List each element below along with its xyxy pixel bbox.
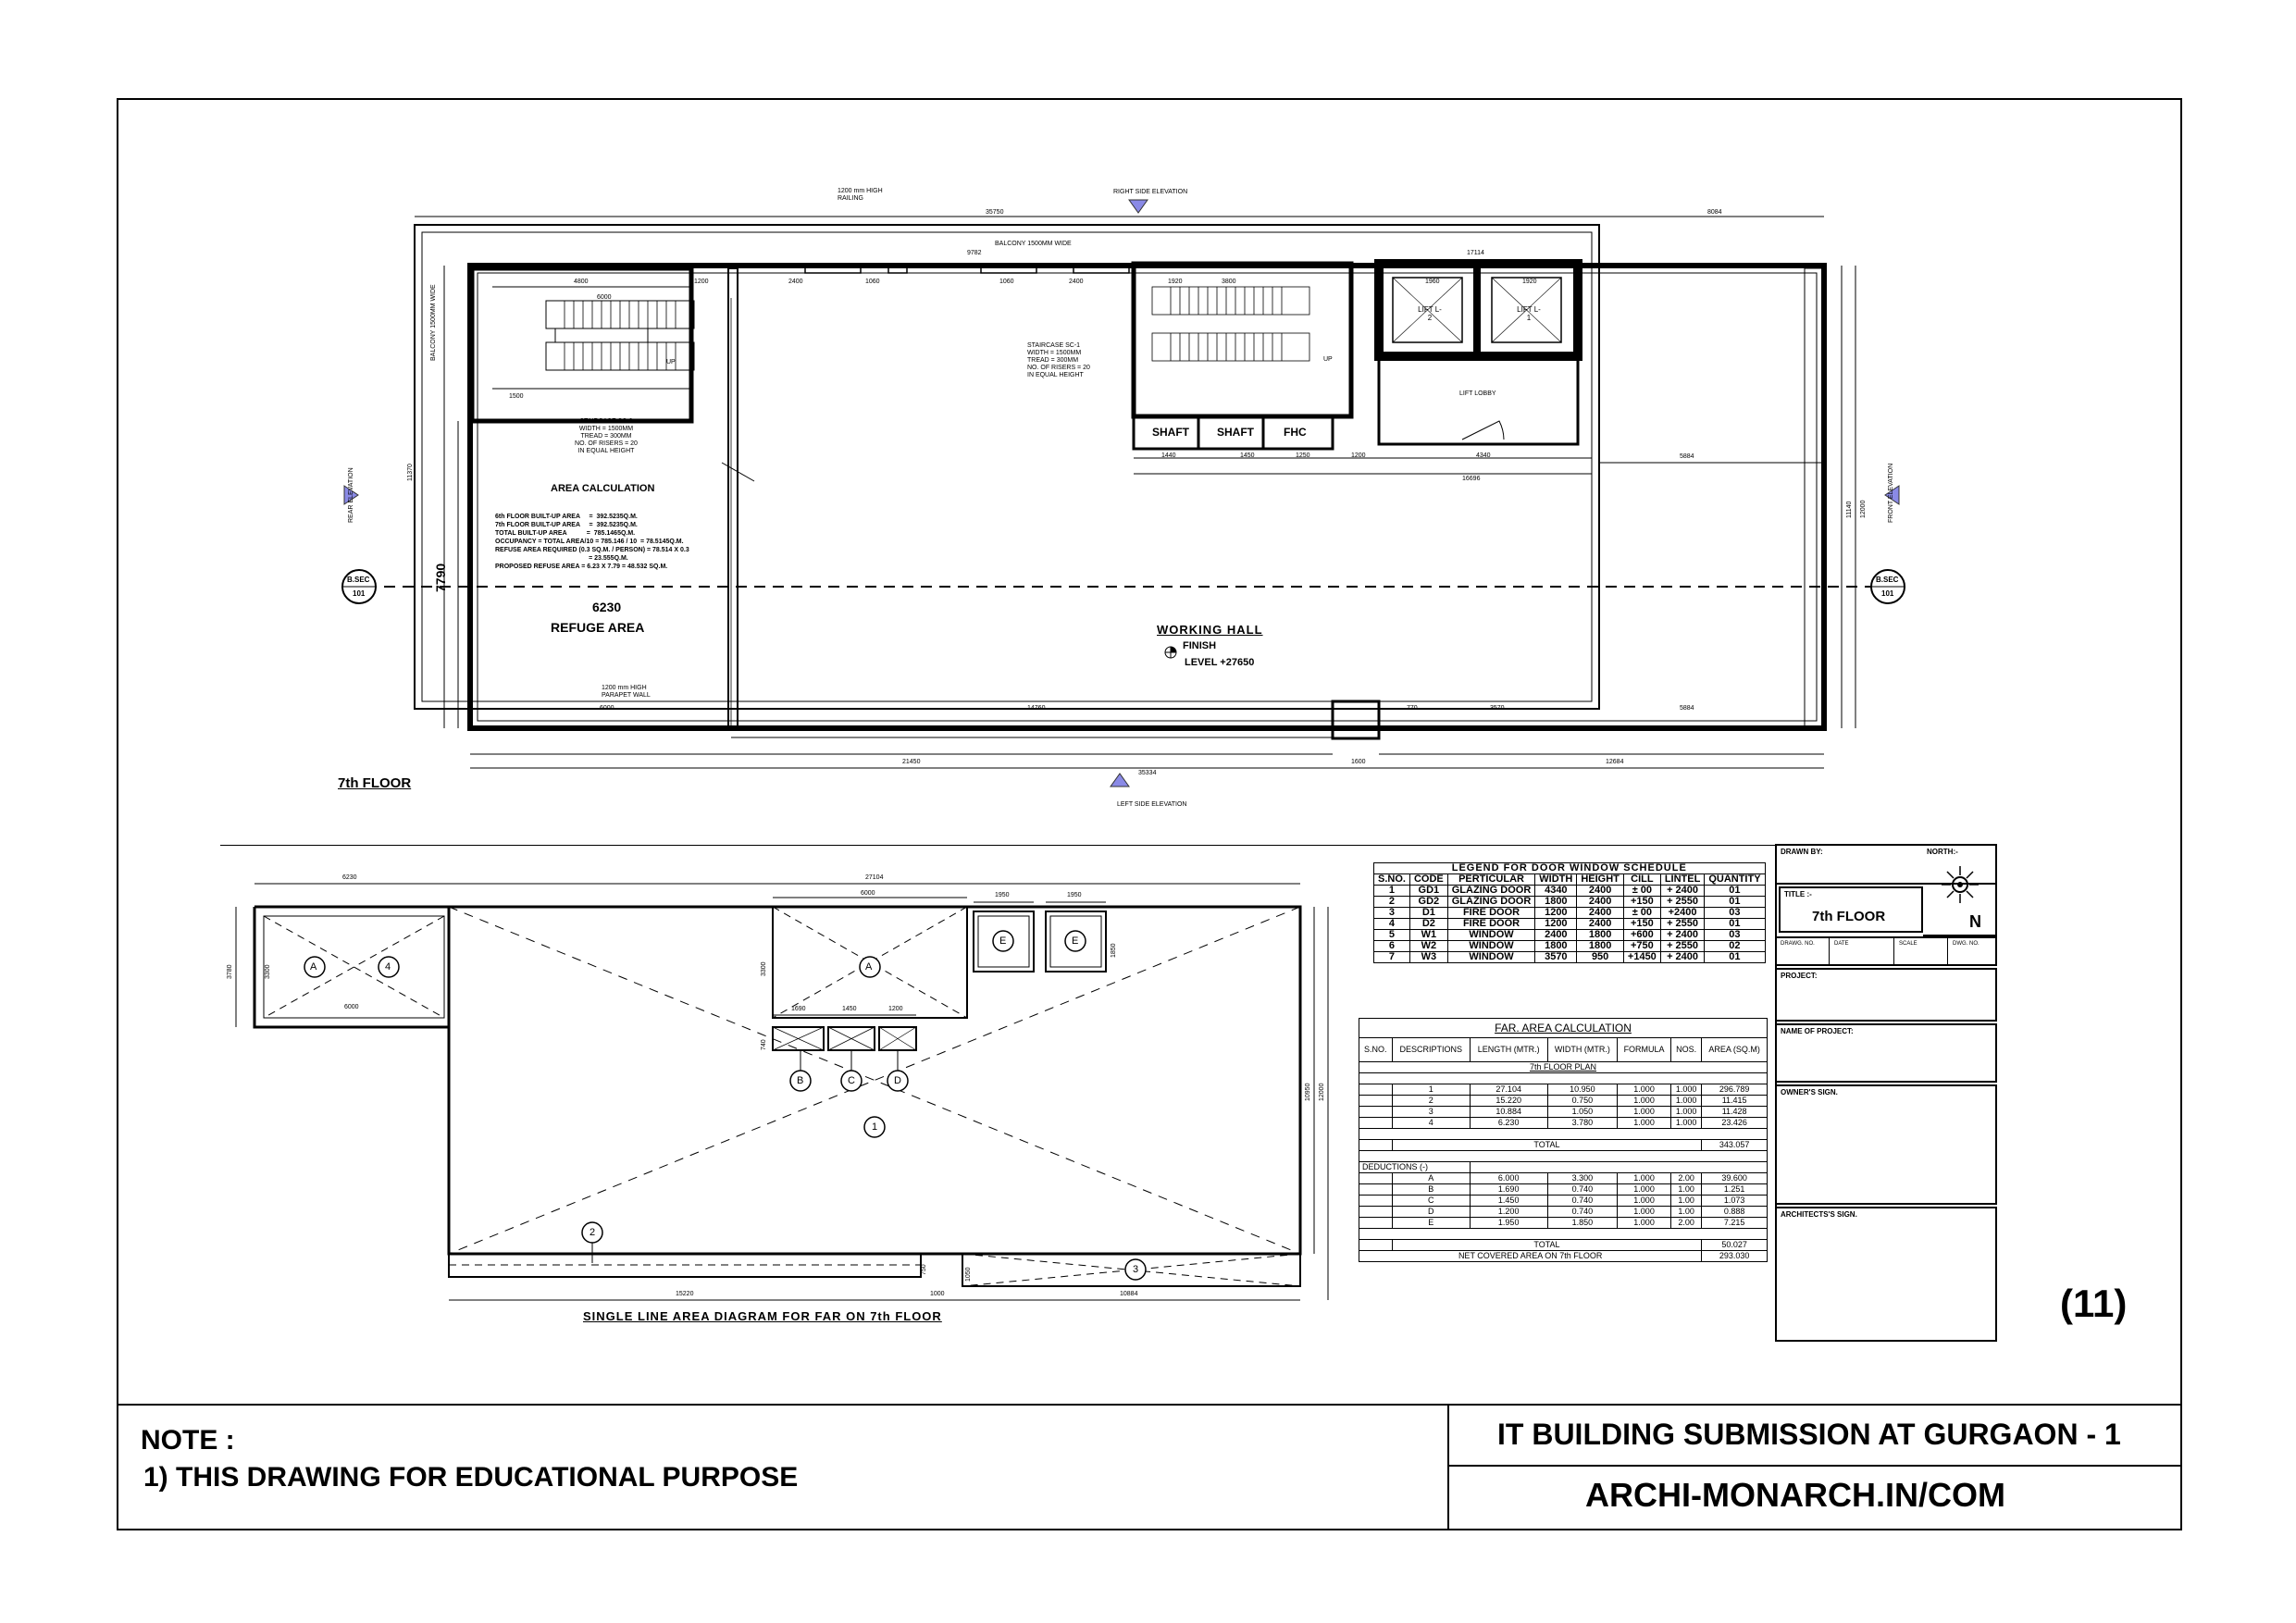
diagram-dim-1950b: 1950 <box>1067 892 1082 898</box>
far-area-calculation <box>1359 1018 1768 1262</box>
legend-title: LEGEND FOR DOOR WINDOW SCHEDULE <box>1374 863 1766 874</box>
footer-divider <box>117 1404 2182 1406</box>
far-row: 3 10.884 1.050 1.000 1.000 11.428 <box>1359 1107 1768 1118</box>
dim-1200b: 1200 <box>1351 452 1366 459</box>
dim-1960: 1960 <box>1425 279 1440 285</box>
shaft-2-label: SHAFT <box>1217 426 1254 439</box>
website: ARCHI-MONARCH.IN/COM <box>1585 1476 2005 1514</box>
far-header: S.NO. <box>1359 1038 1393 1062</box>
rear-elevation: REAR ELEVATION <box>348 467 354 523</box>
far-ded-total-value: 50.027 <box>1702 1240 1768 1251</box>
area-calc-block: 6th FLOOR BUILT-UP AREA = 392.5235Q.M. 7th FLOOR BUILT-UP AREA = 392.5235Q.M. TOTAL BUILT-UP AREA = 785.1465Q.M. OCCUPANCY = TOTAL AREA/10 = 785.146 / 10 = 78.5145Q.M. REFUSE AREA REQUIRED (0.3 SQ.M. / PERSON) = 78.514 X 0.3 = 23.555Q.M. PROPOSED REFUSE AREA = 6.23 X 7.79 = 48.532 SQ.M. <box>495 514 689 570</box>
dim-4800: 4800 <box>574 279 589 285</box>
diagram-dim-3300b: 3300 <box>265 964 271 979</box>
legend-row: 4 D2 FIRE DOOR 1200 2400 +150 + 2550 01 <box>1374 919 1766 930</box>
legend-header: PERTICULAR <box>1447 874 1535 886</box>
far-deduction-row: A 6.000 3.300 1.000 2.00 39.600 <box>1359 1173 1768 1184</box>
right-side-elevation: RIGHT SIDE ELEVATION <box>1113 189 1188 195</box>
dim-4340: 4340 <box>1476 452 1491 459</box>
diagram-dim-15220: 15220 <box>676 1291 694 1297</box>
lift-l2-label: LIFT L-2 <box>1418 305 1442 322</box>
plan-caption: 7th FLOOR <box>338 775 412 791</box>
far-header: LENGTH (MTR.) <box>1470 1038 1547 1062</box>
far-row: 4 6.230 3.780 1.000 1.000 23.426 <box>1359 1118 1768 1129</box>
dim-v11140: 11140 <box>1846 501 1853 518</box>
lift-l1-label: LIFT L-1 <box>1517 305 1541 322</box>
name-of-project-cell: NAME OF PROJECT: <box>1775 1023 1997 1083</box>
dim-2400a: 2400 <box>788 279 803 285</box>
section-marker-left-top: B.SEC <box>347 576 370 584</box>
diagram-dim-750: 750 <box>921 1264 927 1275</box>
diagram-dim-10884: 10884 <box>1120 1291 1138 1297</box>
legend-row: 6 W2 WINDOW 1800 1800 +750 + 2550 02 <box>1374 941 1766 952</box>
architects-sign-cell: ARCHITECTS'S SIGN. <box>1775 1207 1997 1342</box>
legend-header: CODE <box>1409 874 1447 886</box>
north-letter: N <box>1969 912 1981 931</box>
right-staircase-note: STAIRCASE SC-1 WIDTH = 1500MM TREAD = 300MM NO. OF RISERS = 20 IN EQUAL HEIGHT <box>1027 342 1090 378</box>
far-deductions-label: DEDUCTIONS (-) <box>1359 1162 1471 1173</box>
far-net-value: 293.030 <box>1702 1251 1768 1262</box>
far-row: 2 15.220 0.750 1.000 1.000 11.415 <box>1359 1096 1768 1107</box>
dim-14760: 14760 <box>1027 705 1046 712</box>
project-title: IT BUILDING SUBMISSION AT GURGAON - 1 <box>1497 1418 2121 1451</box>
diagram-label-b: B <box>797 1075 804 1086</box>
legend-row: 1 GD1 GLAZING DOOR 4340 2400 ± 00 + 2400 01 <box>1374 886 1766 897</box>
dim-770: 770 <box>1407 705 1418 712</box>
project-cell: PROJECT: <box>1775 968 1997 1022</box>
shaft-1-label: SHAFT <box>1152 426 1189 439</box>
dim-3570: 3570 <box>1490 705 1505 712</box>
dim-1600: 1600 <box>1351 759 1366 765</box>
far-deduction-row: E 1.950 1.850 1.000 2.00 7.215 <box>1359 1218 1768 1229</box>
section-marker-right-bottom: 101 <box>1881 589 1894 598</box>
balcony-label: BALCONY 1500MM WIDE <box>995 241 1072 247</box>
dim-1920: 1920 <box>1168 279 1183 285</box>
dim-1450: 1450 <box>1240 452 1255 459</box>
diagram-label-c: C <box>848 1075 855 1086</box>
left-side-elevation: LEFT SIDE ELEVATION <box>1117 801 1187 808</box>
north-cell: NORTH:- N <box>1923 844 1997 936</box>
diagram-dim-27104: 27104 <box>865 874 884 881</box>
dim-12684: 12684 <box>1606 759 1624 765</box>
diagram-dim-1950a: 1950 <box>995 892 1010 898</box>
diagram-dim-1050: 1050 <box>965 1267 972 1282</box>
diagram-label-e2: E <box>1072 935 1079 947</box>
front-elevation: FRONT ELEVATION <box>1888 463 1894 523</box>
dim-35334: 35334 <box>1138 770 1157 776</box>
dim-21450: 21450 <box>902 759 921 765</box>
diagram-label-a-left: A <box>310 961 317 973</box>
dim-top-right: 8084 <box>1707 209 1722 216</box>
far-header: WIDTH (MTR.) <box>1547 1038 1618 1062</box>
diagram-dim-1000: 1000 <box>930 1291 945 1297</box>
dim-6000: 6000 <box>597 294 612 301</box>
legend-header: WIDTH <box>1535 874 1577 886</box>
note-line: 1) THIS DRAWING FOR EDUCATIONAL PURPOSE <box>143 1462 799 1493</box>
far-deduction-row: B 1.690 0.740 1.000 1.00 1.251 <box>1359 1184 1768 1196</box>
far-header: AREA (SQ.M) <box>1702 1038 1768 1062</box>
section-marker-left-bottom: 101 <box>353 589 366 598</box>
dim-3800: 3800 <box>1222 279 1236 285</box>
diagram-dim-6230: 6230 <box>342 874 357 881</box>
legend-header: LINTEL <box>1660 874 1705 886</box>
far-ded-total-label: TOTAL <box>1392 1240 1702 1251</box>
dim-1920b: 1920 <box>1522 279 1537 285</box>
far-title: FAR. AREA CALCULATION <box>1359 1019 1768 1038</box>
diagram-label-e1: E <box>999 935 1007 947</box>
dim-v12000: 12000 <box>1860 500 1867 518</box>
dim-1250: 1250 <box>1296 452 1310 459</box>
far-header: FORMULA <box>1618 1038 1671 1062</box>
dim-lobby-span: 17114 <box>1467 250 1484 256</box>
dim-balcony-span: 9782 <box>967 250 982 256</box>
diagram-dim-740: 740 <box>761 1039 767 1050</box>
refuge-area-label: REFUGE AREA <box>551 620 645 635</box>
dim-v11370: 11370 <box>407 464 414 481</box>
level-label: LEVEL +27650 <box>1185 657 1255 668</box>
title-cell: TITLE :- 7th FLOOR <box>1779 886 1923 933</box>
up-label-left: UP <box>666 359 676 365</box>
north-arrow-icon <box>1940 864 1980 905</box>
finish-label: FINISH <box>1183 640 1217 651</box>
dim-6000b: 6000 <box>600 705 614 712</box>
diagram-label-a: A <box>865 961 873 973</box>
sheet-number: (11) <box>2060 1282 2128 1325</box>
far-total-label: TOTAL <box>1392 1140 1702 1151</box>
diagram-dim-1850: 1850 <box>1111 943 1117 958</box>
dim-2400b: 2400 <box>1069 279 1084 285</box>
far-row: 1 27.104 10.950 1.000 1.000 296.789 <box>1359 1084 1768 1096</box>
sheet-title: 7th FLOOR <box>1812 909 1886 924</box>
dim-v7790: 7790 <box>433 563 448 592</box>
legend-header: CILL <box>1623 874 1660 886</box>
owners-sign-cell: OWNER'S SIGN. <box>1775 1084 1997 1205</box>
diagram-dim-3780: 3780 <box>227 964 233 979</box>
drawn-by-cell: DRAWN BY: <box>1775 844 1997 885</box>
diagram-label-d: D <box>894 1075 901 1086</box>
dim-top-overall: 35750 <box>986 209 1004 216</box>
dim-1060a: 1060 <box>865 279 880 285</box>
far-header: DESCRIPTIONS <box>1392 1038 1470 1062</box>
diagram-dim-1200: 1200 <box>888 1006 903 1012</box>
parapet-bottom-label: 1200 mm HIGH PARAPET WALL <box>602 685 651 699</box>
balcony-side-label: BALCONY 1500MM WIDE <box>430 284 437 361</box>
diagram-dim-6000: 6000 <box>861 890 875 897</box>
fhc-label: FHC <box>1284 426 1307 439</box>
info-row: DRAWG. NO. DATE SCALE DWG. NO. <box>1775 936 1997 966</box>
legend-row: 2 GD2 GLAZING DOOR 1800 2400 +150 + 2550 01 <box>1374 897 1766 908</box>
legend-header: QUANTITY <box>1705 874 1765 886</box>
area-calc-title: AREA CALCULATION <box>551 483 655 494</box>
dim-16696: 16696 <box>1462 476 1481 482</box>
dim-1440: 1440 <box>1161 452 1176 459</box>
diagram-label-3: 3 <box>1133 1264 1139 1275</box>
working-hall-label: WORKING HALL <box>1157 623 1263 637</box>
diagram-label-4: 4 <box>385 961 391 973</box>
area-diagram <box>0 0 1370 1351</box>
diagram-label-2: 2 <box>590 1227 596 1238</box>
legend-header: HEIGHT <box>1577 874 1624 886</box>
lift-lobby-label: LIFT LOBBY <box>1459 390 1496 397</box>
dim-v6230: 6230 <box>592 600 622 614</box>
legend-row: 7 W3 WINDOW 3570 950 +1450 + 2400 01 <box>1374 952 1766 963</box>
dim-5884: 5884 <box>1680 705 1694 712</box>
legend-header: S.NO. <box>1374 874 1410 886</box>
legend-row: 3 D1 FIRE DOOR 1200 2400 ± 00 +2400 03 <box>1374 908 1766 919</box>
diagram-label-1: 1 <box>872 1121 878 1133</box>
dim-1060b: 1060 <box>999 279 1014 285</box>
door-window-legend <box>1373 862 1766 963</box>
diagram-dim-10950: 10950 <box>1305 1083 1311 1101</box>
dim-5884b: 5884 <box>1680 453 1694 460</box>
far-header: NOS. <box>1670 1038 1701 1062</box>
legend-row: 5 W1 WINDOW 2400 1800 +600 + 2400 03 <box>1374 930 1766 941</box>
far-total-value: 343.057 <box>1702 1140 1768 1151</box>
section-marker-right-top: B.SEC <box>1876 576 1899 584</box>
diagram-dim-1450: 1450 <box>842 1006 857 1012</box>
parapet-top-label: 1200 mm HIGH RAILING <box>838 188 883 202</box>
note-title: NOTE : <box>141 1425 235 1456</box>
far-net-label: NET COVERED AREA ON 7th FLOOR <box>1359 1251 1702 1262</box>
dim-1500: 1500 <box>509 393 524 400</box>
diagram-dim-1690: 1690 <box>791 1006 806 1012</box>
diagram-dim-12000: 12000 <box>1319 1083 1325 1101</box>
diagram-dim-3300: 3300 <box>761 961 767 976</box>
dim-1200: 1200 <box>694 279 709 285</box>
up-label-right: UP <box>1323 356 1333 363</box>
far-section: 7th FLOOR PLAN <box>1359 1062 1768 1073</box>
diagram-dim-6000b: 6000 <box>344 1004 359 1010</box>
far-deduction-row: C 1.450 0.740 1.000 1.00 1.073 <box>1359 1196 1768 1207</box>
far-deduction-row: D 1.200 0.740 1.000 1.00 0.888 <box>1359 1207 1768 1218</box>
left-staircase-note: STAIRCASE SC-2 WIDTH = 1500MM TREAD = 300MM NO. OF RISERS = 20 IN EQUAL HEIGHT <box>575 418 638 454</box>
diagram-caption: SINGLE LINE AREA DIAGRAM FOR FAR ON 7th FLOOR <box>583 1309 942 1323</box>
